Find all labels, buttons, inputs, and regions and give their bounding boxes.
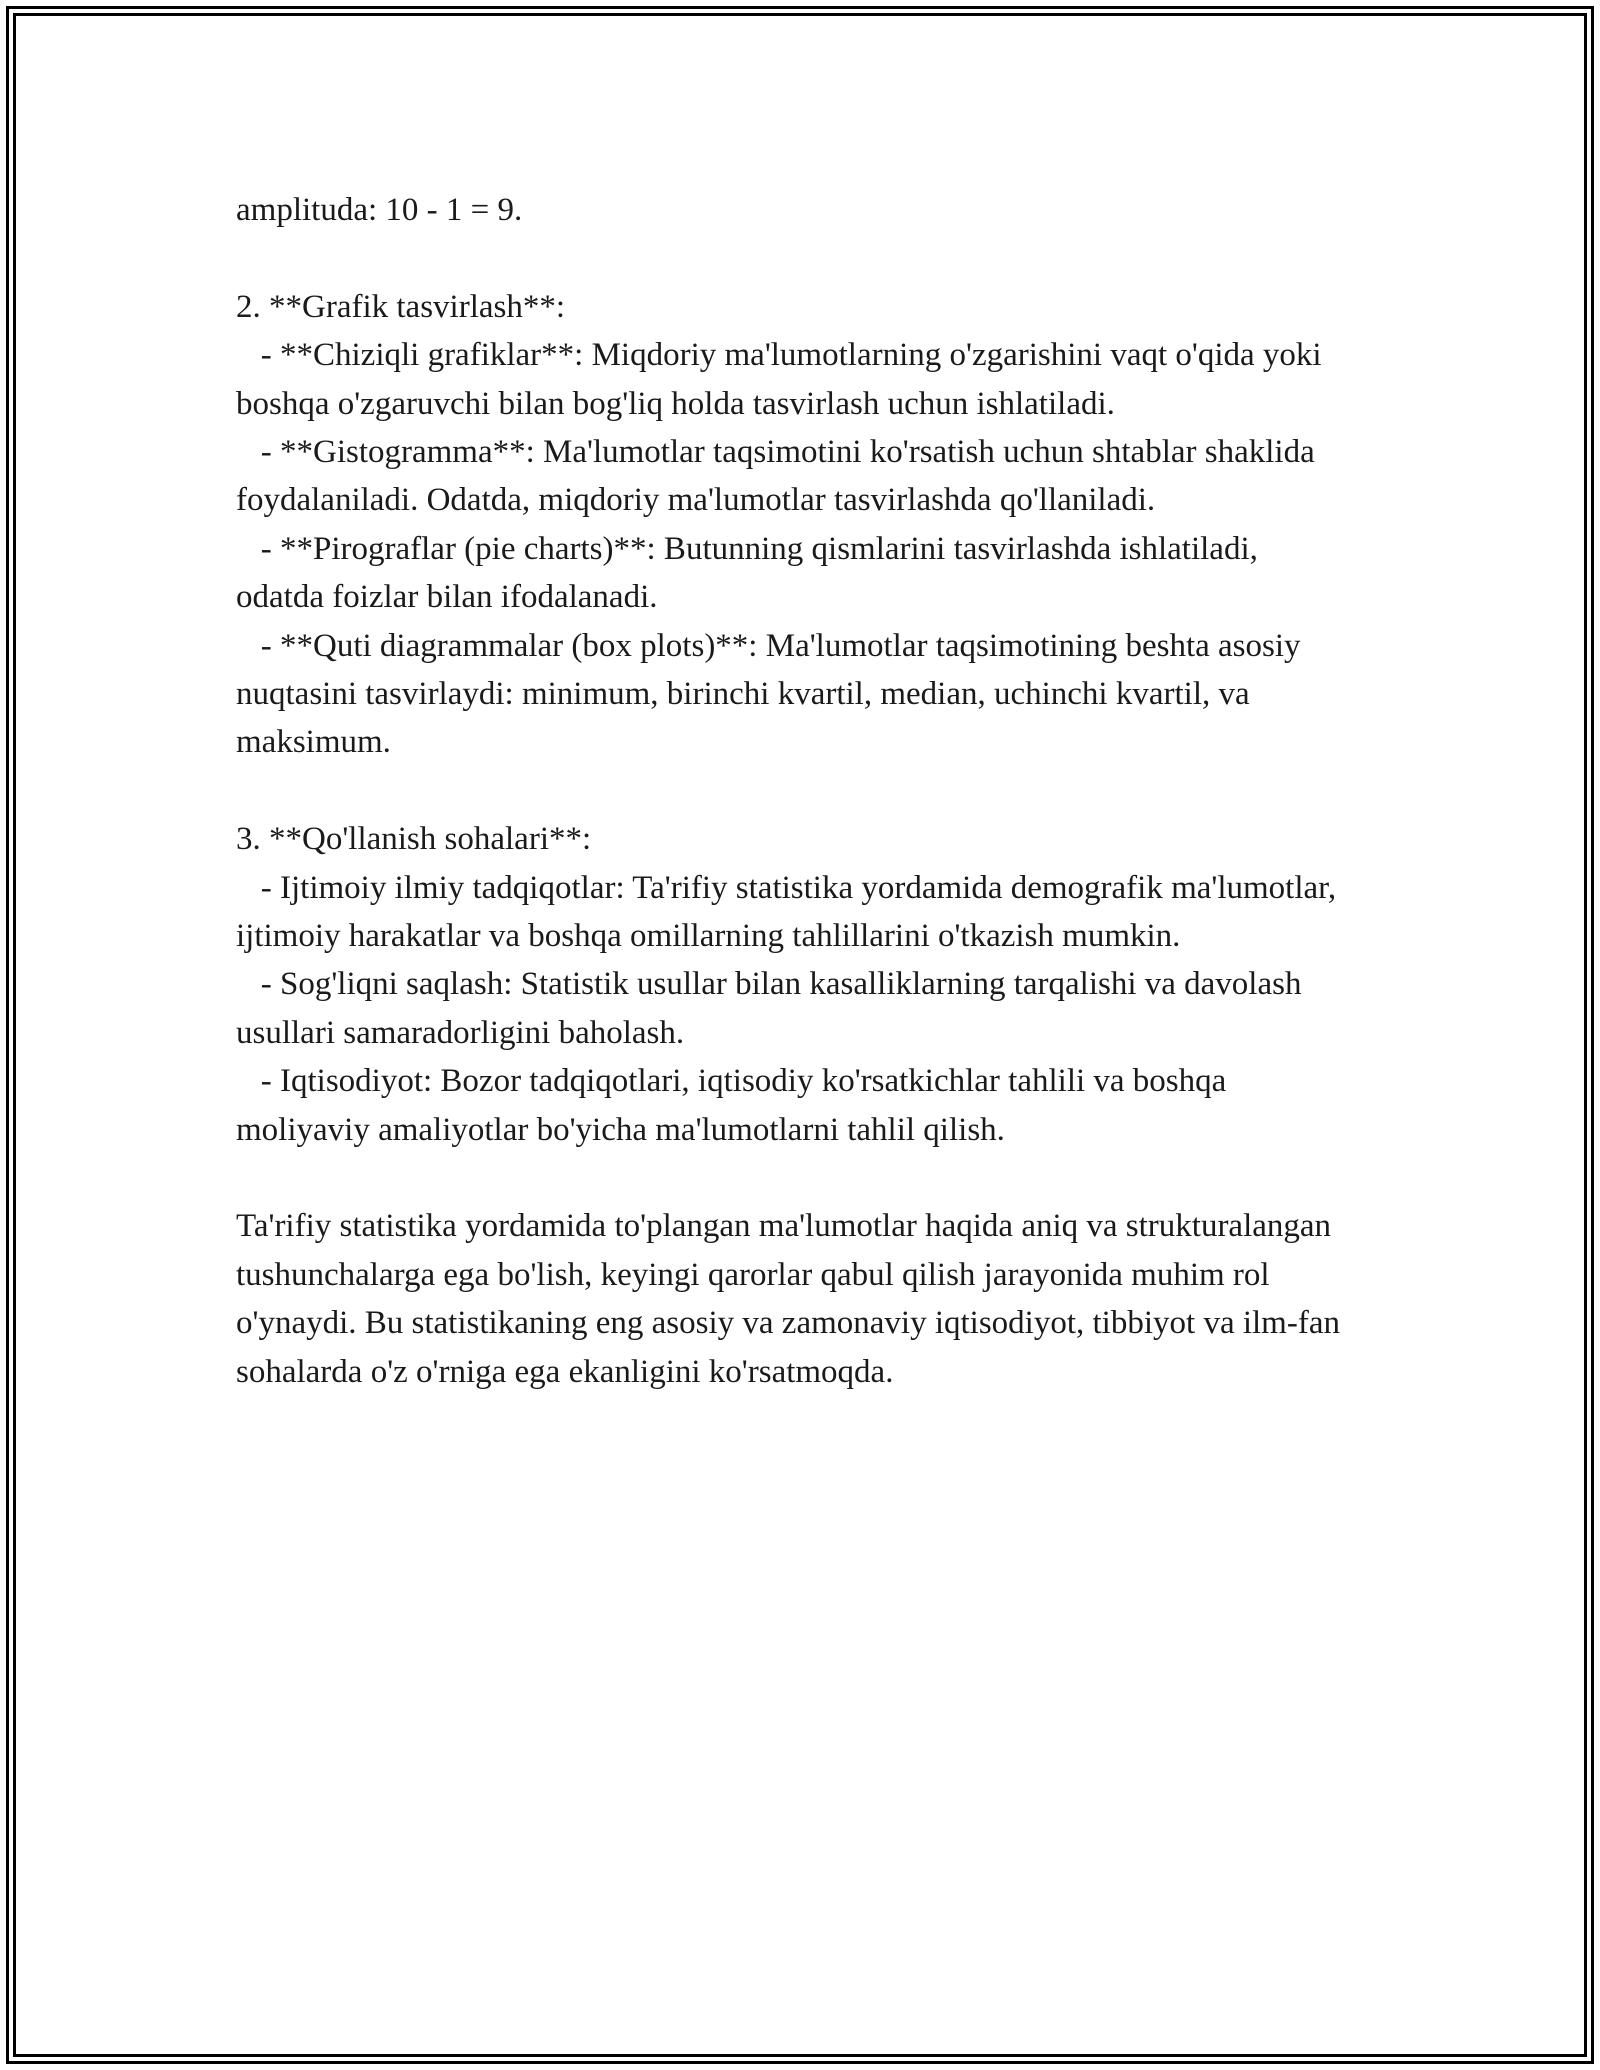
list-item-economy: - Iqtisodiyot: Bozor tadqiqotlari, iqtisodiy ko'rsatkichlar tahlili va boshqa moliyaviy amaliyotlar bo'yicha ma'lumotlarni tahlil qilish. [236,1063,1235,1148]
paragraph-gap [236,1154,1346,1202]
list-item-line-charts: - **Chiziqli grafiklar**: Miqdoriy ma'lumotlarning o'zgarishini vaqt o'qida yoki boshqa o'zgaruvchi bilan bog'liq holda tasvirlash uchun ishlatiladi. [236,337,1330,422]
list-item-social-research: - Ijtimoiy ilmiy tadqiqotlar: Ta'rifiy statistika yordamida demografik ma'lumotlar, ijtimoiy harakatlar va boshqa omillarning tahlillarini o'tkazish mumkin. [236,869,1345,955]
paragraph-gap [236,767,1346,815]
section-3-heading: 3. **Qo'llanish sohalari**: [236,821,592,858]
list-item-histogram: - **Gistogramma**: Ma'lumotlar taqsimotini ko'rsatish uchun shtablar shaklida foydalaniladi. Odatda, miqdoriy ma'lumotlar tasvirlashda qo'llaniladi. [236,434,1323,519]
amplitude-line: amplituda: 10 - 1 = 9. [236,192,523,228]
paragraph-gap [236,234,1346,282]
section-2-heading: 2. **Grafik tasvirlash**: [236,288,566,325]
list-item-healthcare: - Sog'liqni saqlash: Statistik usullar bilan kasalliklarning tarqalishi va davolash usullari samaradorligini baholash. [236,966,1310,1051]
list-item-pie-charts: - **Pirograflar (pie charts)**: Butunning qismlarini tasvirlashda ishlatiladi, odatda foizlar bilan ifodalanadi. [236,530,1267,616]
conclusion-paragraph: Ta'rifiy statistika yordamida to'plangan ma'lumotlar haqida aniq va strukturalangan tushunchalarga ega bo'lish, keyingi qarorlar qabul qilish jarayonida muhim rol o'ynaydi. Bu statistikaning eng asosiy va zamonaviy iqtisodiyot, tibbiyot va ilm-fan sohalarda o'z o'rniga ega ekanligini ko'rsatmoqda. [236,1208,1349,1390]
document-body [236,186,1349,1396]
list-item-box-plots: - **Quti diagrammalar (box plots)**: Ma'lumotlar taqsimotining beshta asosiy nuqtasini tasvirlaydi: minimum, birinchi kvartil, median, uchinchi kvartil, va maksimum. [236,627,1309,761]
